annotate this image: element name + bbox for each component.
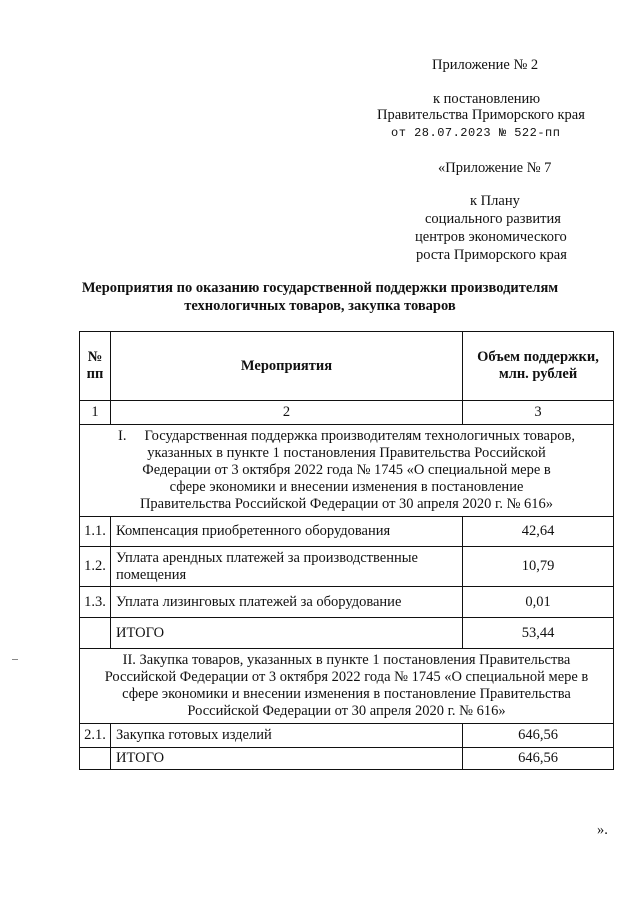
section-row-2 <box>80 649 614 724</box>
total-value: 646,56 <box>463 748 614 770</box>
column-header-no-line1: № <box>87 349 103 365</box>
total-row-2 <box>80 748 614 770</box>
row-value: 10,79 <box>463 547 614 587</box>
plan-line2: социального развития <box>425 211 561 227</box>
plan-line3: центров экономического <box>415 229 567 245</box>
row-value: 646,56 <box>463 724 614 748</box>
appendix-label: Приложение № 2 <box>432 57 539 73</box>
plan-line1: к Плану <box>470 193 520 209</box>
to-resolution-line2: Правительства Приморского края <box>377 107 585 123</box>
section-1-line1: Государственная поддержка производителям технологичных товаров, <box>144 428 575 444</box>
scan-artifact <box>12 659 18 660</box>
to-resolution-line1: к постановлению <box>433 91 541 107</box>
row-value: 0,01 <box>463 587 614 618</box>
section-1-line2: указанных в пункте 1 постановления Правительства Российской <box>147 445 546 461</box>
table-row <box>80 547 614 587</box>
column-number: 2 <box>111 401 463 425</box>
total-label: ИТОГО <box>111 618 463 649</box>
section-1-roman: I. <box>118 428 127 444</box>
row-measure: Закупка готовых изделий <box>111 724 463 748</box>
row-measure: Уплата лизинговых платежей за оборудование <box>111 587 463 618</box>
total-label: ИТОГО <box>111 748 463 770</box>
row-number: 1.2. <box>80 547 111 587</box>
row-number: 2.1. <box>80 724 111 748</box>
row-measure: Компенсация приобретенного оборудования <box>111 517 463 547</box>
table-header-row <box>80 332 614 401</box>
column-header-no-line2: пп <box>86 366 104 382</box>
row-number: 1.1. <box>80 517 111 547</box>
total-value: 53,44 <box>463 618 614 649</box>
section-1-heading <box>80 425 614 517</box>
row-measure-line2: помещения <box>116 566 187 583</box>
row-measure <box>111 547 463 587</box>
column-numbers-row <box>80 401 614 425</box>
document-title-line1: Мероприятия по оказанию государственной поддержки производителям <box>81 280 559 296</box>
column-number: 3 <box>463 401 614 425</box>
column-header-no <box>80 332 111 401</box>
column-header-volume-line2: млн. рублей <box>498 366 578 382</box>
measures-table <box>79 331 614 770</box>
column-number: 1 <box>80 401 111 425</box>
total-row-1 <box>80 618 614 649</box>
section-1-line4: сфере экономики и внесении изменения в постановление <box>169 479 524 495</box>
quote-appendix-label: «Приложение № 7 <box>438 160 552 176</box>
section-2-line4: Российской Федерации от 30 апреля 2020 г. № 616» <box>187 703 506 719</box>
section-row-1 <box>80 425 614 517</box>
row-value: 42,64 <box>463 517 614 547</box>
document-title-line2: технологичных товаров, закупка товаров <box>184 298 456 314</box>
section-2-line3: сфере экономики и внесении изменения в постановление Правительства <box>122 686 571 702</box>
column-header-volume-line1: Объем поддержки, <box>477 349 599 365</box>
table-row <box>80 517 614 547</box>
resolution-date-number: от 28.07.2023 № 522-пп <box>391 126 561 140</box>
row-measure-line1: Уплата арендных платежей за производственные <box>116 549 418 566</box>
table-row <box>80 587 614 618</box>
section-2-line1: II. Закупка товаров, указанных в пункте 1 постановления Правительства <box>122 652 571 668</box>
row-number: 1.3. <box>80 587 111 618</box>
section-1-line5: Правительства Российской Федерации от 30 апреля 2020 г. № 616» <box>139 496 554 512</box>
column-header-volume <box>463 332 614 401</box>
row-number <box>80 748 111 770</box>
section-2-line2: Российской Федерации от 3 октября 2022 года № 1745 «О специальной мере в <box>104 669 589 685</box>
row-number <box>80 618 111 649</box>
section-1-line3: Федерации от 3 октября 2022 года № 1745 «О специальной мере в <box>142 462 551 478</box>
table-row <box>80 724 614 748</box>
section-2-heading <box>80 649 614 724</box>
column-header-measures: Мероприятия <box>111 332 463 401</box>
closing-quote-mark: ». <box>597 822 608 838</box>
plan-line4: роста Приморского края <box>416 247 567 263</box>
